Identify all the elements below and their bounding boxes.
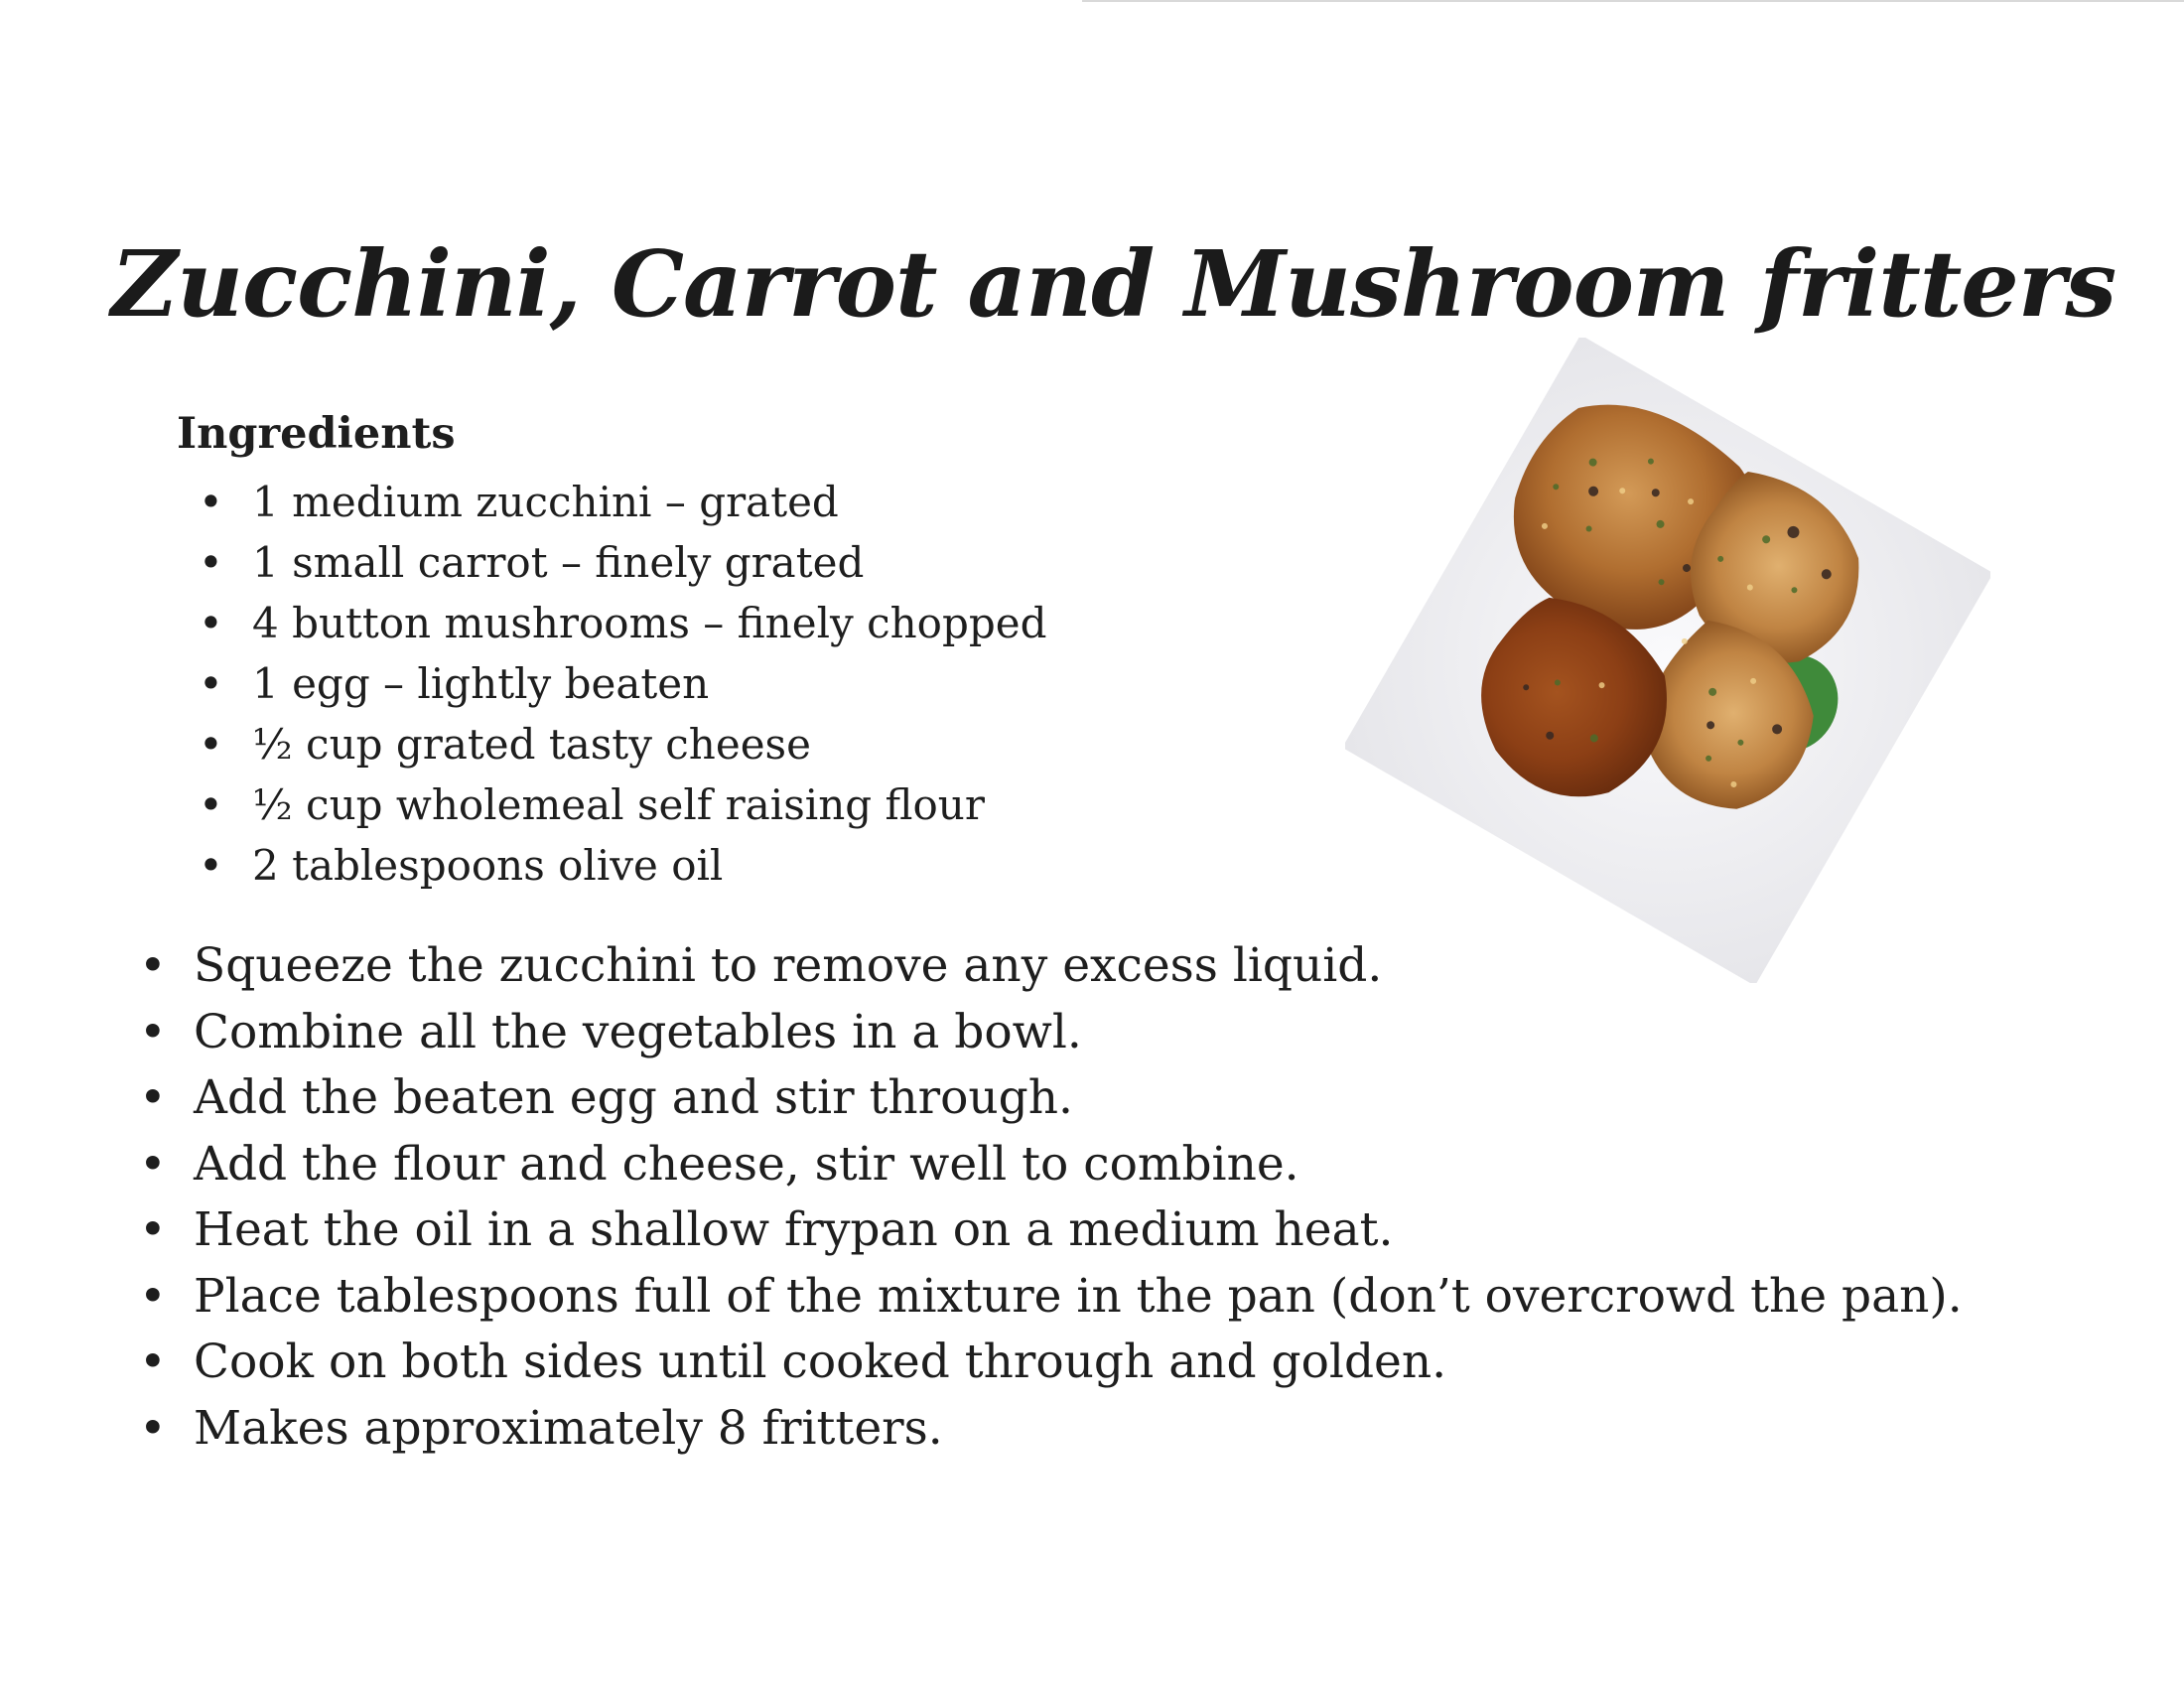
fritters-photo: [1345, 338, 1990, 983]
ingredient-text: ½ cup grated tasty cheese: [252, 720, 811, 769]
ingredient-text: 2 tablespoons olive oil: [252, 841, 724, 890]
recipe-title: Zucchini, Carrot and Mushroom fritters: [111, 230, 2116, 338]
method-step: [139, 1197, 1963, 1264]
ingredient-item: [199, 532, 1046, 593]
bullet: •: [199, 659, 223, 708]
bullet: •: [139, 1335, 167, 1389]
method-step: [139, 1396, 1963, 1463]
bullet: •: [139, 938, 167, 993]
ingredient-text: 1 medium zucchini – grated: [252, 478, 839, 526]
method-step: [139, 1264, 1963, 1331]
bullet: •: [139, 1202, 167, 1257]
bullet: •: [199, 478, 223, 526]
method-step: [139, 1065, 1963, 1132]
bullet: •: [199, 841, 223, 890]
bullet: •: [139, 1268, 167, 1324]
method-step-text: Place tablespoons full of the mixture in the pan (don’t overcrowd the pan).: [194, 1268, 1963, 1324]
method-step: [139, 1330, 1963, 1396]
method-step: [139, 1000, 1963, 1066]
method-step-text: Add the flour and cheese, stir well to combine.: [194, 1136, 1299, 1192]
bullet: •: [199, 599, 223, 647]
bullet: •: [139, 1136, 167, 1192]
method-step-text: Add the beaten egg and stir through.: [194, 1070, 1073, 1125]
scan-edge-line: [1082, 0, 2184, 2]
ingredient-item: [199, 653, 1046, 714]
method-step: [139, 1132, 1963, 1198]
bullet: •: [139, 1004, 167, 1059]
method-list: [139, 933, 1963, 1462]
method-step-text: Combine all the vegetables in a bowl.: [194, 1004, 1082, 1059]
ingredient-text: 1 small carrot – finely grated: [252, 538, 865, 587]
bullet: •: [139, 1070, 167, 1125]
bullet: •: [199, 780, 223, 829]
ingredient-item: [199, 472, 1046, 532]
ingredient-item: [199, 774, 1046, 835]
ingredient-text: 4 button mushrooms – finely chopped: [252, 599, 1047, 647]
method-step: [139, 933, 1963, 1000]
method-step-text: Heat the oil in a shallow frypan on a medium heat.: [194, 1202, 1394, 1257]
bullet: •: [199, 720, 223, 769]
bullet: •: [139, 1400, 167, 1456]
ingredient-item: [199, 714, 1046, 774]
ingredient-item: [199, 835, 1046, 896]
method-step-text: Squeeze the zucchini to remove any excess liquid.: [194, 938, 1383, 993]
ingredient-text: ½ cup wholemeal self raising flour: [252, 780, 985, 829]
method-step-text: Cook on both sides until cooked through and golden.: [194, 1335, 1447, 1389]
method-step-text: Makes approximately 8 fritters.: [194, 1400, 943, 1456]
ingredient-item: [199, 593, 1046, 653]
ingredients-list: [199, 472, 1046, 896]
bullet: •: [199, 538, 223, 587]
ingredient-text: 1 egg – lightly beaten: [252, 659, 710, 708]
ingredients-heading: Ingredients: [177, 409, 456, 459]
